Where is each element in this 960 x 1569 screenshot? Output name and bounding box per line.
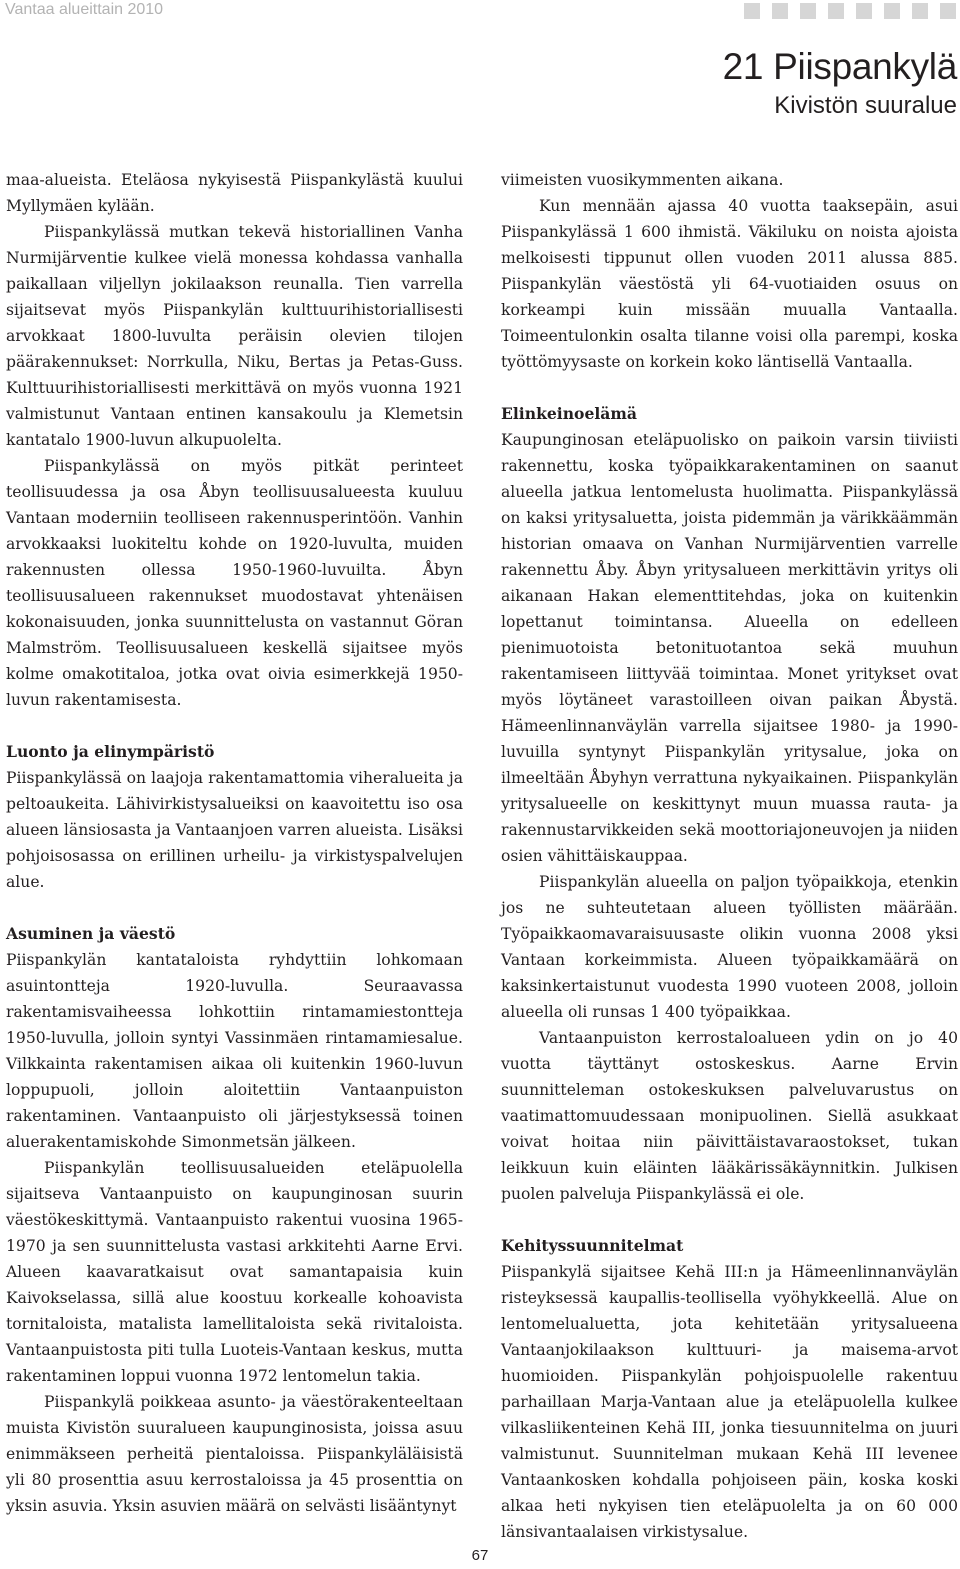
square-icon — [828, 3, 844, 19]
paragraph: Piispankylässä on laajoja rakentamattomia viheralueita ja peltoaukeita. Lähivirkistysalueiksi on kaavoitettu iso osa alueen länsiosasta ja Vantaanjoen varren alueista. Lisäksi pohjoisosassa on erillinen urheilu- ja virkistyspalvelujen alue. — [6, 769, 463, 891]
square-icon — [772, 3, 788, 19]
running-title: Vantaa alueittain 2010 — [5, 1, 164, 18]
paragraph: Piispankylässä mutkan tekevä historiallinen Vanha Nurmijärventie kulkee vielä monessa kohdassa vanhalla paikallaan viljellyn jokilaakson reunalla. Tien varrella sijaitsevat myös Piispankylän kulttuurihistoriallisesti arvokkaat 1800-luvulta peräisin olevien tilojen päärakennukset: Norrkulla, Niku, Bertas ja Petas-Guss. Kulttuurihistoriallisesti merkittävä on myös vuonna 1921 valmistunut Vantaan entinen kansakoulu ja Klemetsin kantatalo 1900-luvun alkupuolelta. — [6, 223, 463, 449]
section-heading-elinkeino: Elinkeinoelämä — [501, 404, 638, 423]
paragraph: Kaupunginosan eteläpuolisko on paikoin varsin tiiviisti rakennettu, koska työpaikkarakentaminen on saanut alueella jatkua lentomelusta huolimatta. Piispankylässä on kaksi yritysaluetta, joista pidemmän ja värikkäämmän historian omaava on Vanhan Nurmijärventien varrelle rakennettu Åby. Åbyn yritysalueen merkittävin yritys oli aikanaan Hakan elementtitehdas, joka on kuitenkin lopettanut toimintansa. Alueella on edelleen pienimuotoista betonituotantoa sekä muuhun rakentamiseen liittyvää toimintaa. Monet yritykset ovat myös löytäneet varastoilleen oivan paikan Åbystä. Hämeenlinnanväylän varrella sijaitsee 1980- ja 1990-luvuilla syntynyt Piispankylän yritysalue, joka on ilmeeltään Åbyhyn verrattuna nykyaikainen. Piispankylän yritysalueelle on keskittynyt muun muassa rauta- ja rakennustarvikkeiden sekä moottoriajoneuvojen ja niiden osien vähittäiskauppaa. — [501, 431, 958, 865]
paragraph: Piispankylän kantataloista ryhdyttiin lohkomaan asuintontteja 1920-luvulla. Seuraavassa rakentamisvaiheessa lohkottiin rintamamiestontteja 1950-luvulla, jolloin syntyi Vassinmäen rintamamiesalue. Vilkkainta rakentamisen aikaa oli kuitenkin 1960-luvun loppupuoli, jolloin aloitettiin Vantaanpuiston rakentaminen. Vantaanpuisto oli järjestyksessä toinen aluerakentamiskohde Simonmetsän jälkeen. — [6, 951, 463, 1151]
paragraph: Piispankylässä on myös pitkät perinteet teollisuudessa ja osa Åbyn teollisuusalueesta kuuluu Vantaan moderniin teolliseen rakennusperintöön. Vanhin arvokkaaksi luokiteltu kohde on 1920-luvulta, muiden rakennusten ollessa 1950-1960-luvuilta. Åbyn teollisuusalueen rakennukset muodostavat yhtenäisen kokonaisuuden, jonka suunnittelusta on vastannut Göran Malmström. Teollisuusalueen keskellä sijaitsee myös kolme omakotitaloa, jotka ovat oivia esimerkkejä 1950-luvun rakentamisesta. — [6, 457, 463, 709]
section-heading-asuminen: Asuminen ja väestö — [6, 924, 176, 943]
paragraph: Piispankylä sijaitsee Kehä III:n ja Hämeenlinnanväylän risteyksessä kaupallis-teollisella vyöhykkeellä. Alue on lentomelualuetta, jota kehitetään yritysalueena Vantaanjokilaakson kulttuuri- ja maisema-arvot huomioiden. Piispankylän pohjoispuolelle rakentuu parhaillaan Marja-Vantaan alue ja eteläpuolella kulkee vilkasliikenteinen Kehä III, jonka tiesuunnitelma on juuri valmistunut. Suunnitelman mukaan Kehä III levenee Vantaankosken kohdalla pohjoiseen päin, koska koski alkaa heti nykyisen tien eteläpuolelta ja on 60 000 länsivantaalaisen virkistysalue. — [501, 1263, 958, 1541]
square-icon — [884, 3, 900, 19]
left-column — [6, 167, 463, 1519]
paragraph: maa-alueista. Eteläosa nykyisestä Piispankylästä kuului Myllymäen kylään. — [6, 171, 463, 215]
section-heading-kehitys: Kehityssuunnitelmat — [501, 1236, 684, 1255]
square-icon — [856, 3, 872, 19]
right-column — [501, 167, 958, 1545]
paragraph: viimeisten vuosikymmenten aikana. — [501, 171, 784, 189]
square-icon — [800, 3, 816, 19]
square-icon — [940, 3, 956, 19]
page-number: 67 — [471, 1547, 489, 1564]
paragraph: Kun mennään ajassa 40 vuotta taaksepäin, asui Piispankylässä 1 600 ihmistä. Väkiluku on noista ajoista melkoisesti tippunut ollen vuoden 2011 alussa 885. Piispankylän väestöstä yli 64-vuotiaiden osuus on korkeampi kuin missään muualla Vantaalla. Toimeentulonkin osalta tilanne voisi olla parempi, koska työttömyysaste on korkein koko läntisellä Vantaalla. — [501, 197, 958, 371]
paragraph: Piispankylä poikkeaa asunto- ja väestörakenteeltaan muista Kivistön suuralueen kaupunginosista, joissa asuu enimmäkseen perheitä pientaloissa. Piispankyläläisistä yli 80 prosenttia asuu kerrostaloissa ja 45 prosenttia on yksin asuvia. Yksin asuvien määrä on selvästi lisääntynyt — [6, 1393, 463, 1515]
square-icon — [912, 3, 928, 19]
paragraph: Piispankylän alueella on paljon työpaikkoja, etenkin jos ne suhteutetaan alueen työllisten määrään. Työpaikkaomavaraisuusaste olikin vuonna 2008 yksi Vantaan korkeimmista. Alueen työpaikkamäärä on kaksinkertaistunut vuodesta 1990 vuoteen 2008, jolloin alueella oli runsas 1 400 työpaikkaa. — [501, 873, 958, 1021]
decorative-squares — [732, 3, 956, 19]
paragraph: Vantaanpuiston kerrostaloalueen ydin on jo 40 vuotta täyttänyt ostoskeskus. Aarne Ervin suunnitteleman ostokeskuksen palveluvarustus on vaatimattomuudessaan monipuolinen. Siellä asukkaat voivat hoitaa niin päivittäistavaraostokset, tukan leikkuun kuin eläinten lääkärissäkäynnitkin. Julkisen puolen palveluja Piispankylässä ei ole. — [501, 1029, 958, 1203]
paragraph: Piispankylän teollisuusalueiden eteläpuolella sijaitseva Vantaanpuisto on kaupunginosan suurin väestökeskittymä. Vantaanpuisto rakentui vuosina 1965-1970 ja sen suunnittelusta vastasi arkkitehti Aarne Ervi. Alueen kaavaratkaisut ovat samantapaisia kuin Kaivokselassa, sillä alue koostuu korkealle kohoavista tornitaloista, matalista lamellitaloista sekä rivitaloista. Vantaanpuistosta piti tulla Luoteis-Vantaan keskus, mutta rakentaminen loppui vuonna 1972 lentomelun takia. — [6, 1159, 463, 1385]
page-title: 21 Piispankylä — [722, 46, 957, 87]
page-subtitle: Kivistön suuralue — [774, 92, 957, 119]
square-icon — [744, 3, 760, 19]
section-heading-luonto: Luonto ja elinympäristö — [6, 742, 215, 761]
